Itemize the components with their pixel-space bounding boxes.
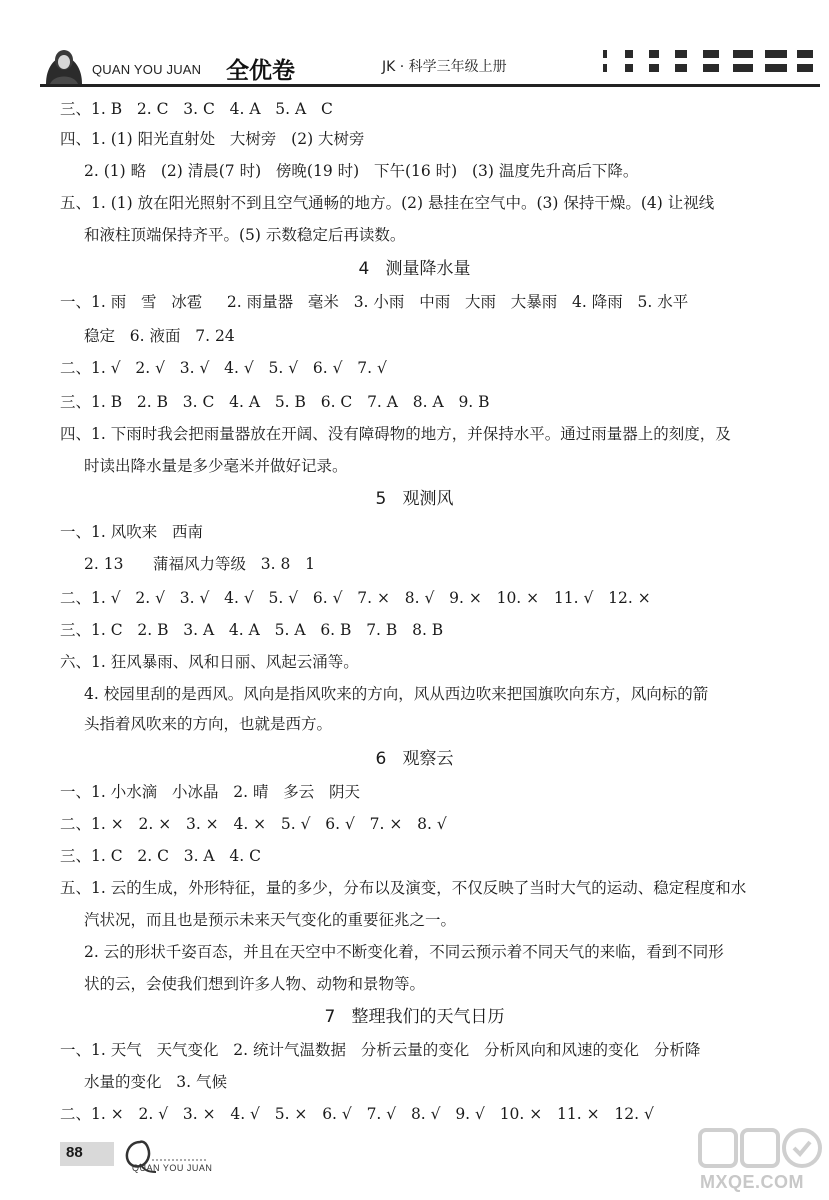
answer-line: 2. 云的形状千姿百态，并且在天空中不断变化着，不同云预示着不同天气的来临，看到不同形 xyxy=(84,943,724,961)
answer-line: 一、1. 小水滴 小冰晶 2. 晴 多云 阴天 xyxy=(60,783,361,801)
section-heading: 6 观察云 xyxy=(375,749,454,769)
answer-line: 五、1. 云的生成，外形特征，量的多少，分布以及演变，不仅反映了当时大气的运动、稳定程度和水 xyxy=(60,879,747,897)
answer-line: 汽状况，而且也是预示未来天气变化的重要征兆之一。 xyxy=(84,911,457,929)
answer-line: 三、1. C 2. B 3. A 4. A 5. A 6. B 7. B 8. B xyxy=(60,621,444,639)
brand-latin: QUAN YOU JUAN xyxy=(92,62,202,77)
book-subtitle: JK · 科学三年级上册 xyxy=(382,59,507,75)
answer-line: 头指着风吹来的方向，也就是西方。 xyxy=(84,715,333,733)
section-heading: 4 测量降水量 xyxy=(358,259,471,279)
answer-line: 三、1. B 2. B 3. C 4. A 5. B 6. C 7. A 8. A 9. B xyxy=(60,393,490,411)
section-heading: 7 整理我们的天气日历 xyxy=(324,1007,505,1027)
answer-line: 一、1. 风吹来 西南 xyxy=(60,523,203,541)
answer-line: 二、1. √ 2. √ 3. √ 4. √ 5. √ 6. √ 7. × 8. √ 9. × 10. × 11. √ 12. × xyxy=(60,589,651,607)
student-portrait-icon xyxy=(40,44,88,84)
page-header xyxy=(0,0,829,92)
answer-line: 4. 校园里刮的是西风。风向是指风吹来的方向，风从西边吹来把国旗吹向东方，风向标的箭 xyxy=(84,685,709,703)
brand-chinese: 全优卷 xyxy=(226,58,295,84)
section-heading: 5 观测风 xyxy=(375,489,454,509)
answer-line: 2. (1) 略 (2) 清晨(7 时) 傍晚(19 时) 下午(16 时) (3) 温度先升高后下降。 xyxy=(84,162,639,180)
answer-line: 稳定 6. 液面 7. 24 xyxy=(84,327,235,345)
answer-line: 四、1. 下雨时我会把雨量器放在开阔、没有障碍物的地方，并保持水平。通过雨量器上的刻度，及 xyxy=(60,425,731,443)
watermark-site: MXQE.COM xyxy=(700,1172,805,1192)
answer-line: 六、1. 狂风暴雨、风和日丽、风起云涌等。 xyxy=(60,653,359,671)
answer-line: 三、1. B 2. C 3. C 4. A 5. A C xyxy=(60,100,333,118)
answer-line: 时读出降水量是多少毫米并做好记录。 xyxy=(84,457,348,475)
answer-line: 一、1. 天气 天气变化 2. 统计气温数据 分析云量的变化 分析风向和风速的变化 分析降 xyxy=(60,1041,701,1059)
answer-line: 二、1. √ 2. √ 3. √ 4. √ 5. √ 6. √ 7. √ xyxy=(60,359,387,377)
answer-line: 二、1. × 2. √ 3. × 4. √ 5. × 6. √ 7. √ 8. √ 9. √ 10. × 11. × 12. √ xyxy=(60,1105,654,1123)
answer-line: 三、1. C 2. C 3. A 4. C xyxy=(60,847,261,865)
header-rule xyxy=(40,84,820,87)
answer-line: 一、1. 雨 雪 冰雹 2. 雨量器 毫米 3. 小雨 中雨 大雨 大暴雨 4. 降雨 5. 水平 xyxy=(60,293,689,311)
page-number: 88 xyxy=(66,1144,83,1161)
answer-line: 和液柱顶端保持齐平。(5) 示数稳定后再读数。 xyxy=(84,226,406,244)
answer-line: 2. 13 蒲福风力等级 3. 8 1 xyxy=(84,555,316,573)
footer-brand: QUAN YOU JUAN xyxy=(132,1163,213,1173)
answer-line: 四、1. (1) 阳光直射处 大树旁 (2) 大树旁 xyxy=(60,130,365,148)
answer-line: 水量的变化 3. 气候 xyxy=(84,1073,227,1091)
answer-line: 状的云，会使我们想到许多人物、动物和景物等。 xyxy=(84,975,426,993)
answer-line: 二、1. × 2. × 3. × 4. × 5. √ 6. √ 7. × 8. √ xyxy=(60,815,447,833)
answer-line: 五、1. (1) 放在阳光照射不到且空气通畅的地方。(2) 悬挂在空气中。(3) 保持干燥。(4) 让视线 xyxy=(60,194,715,212)
header-decoration xyxy=(603,50,815,76)
